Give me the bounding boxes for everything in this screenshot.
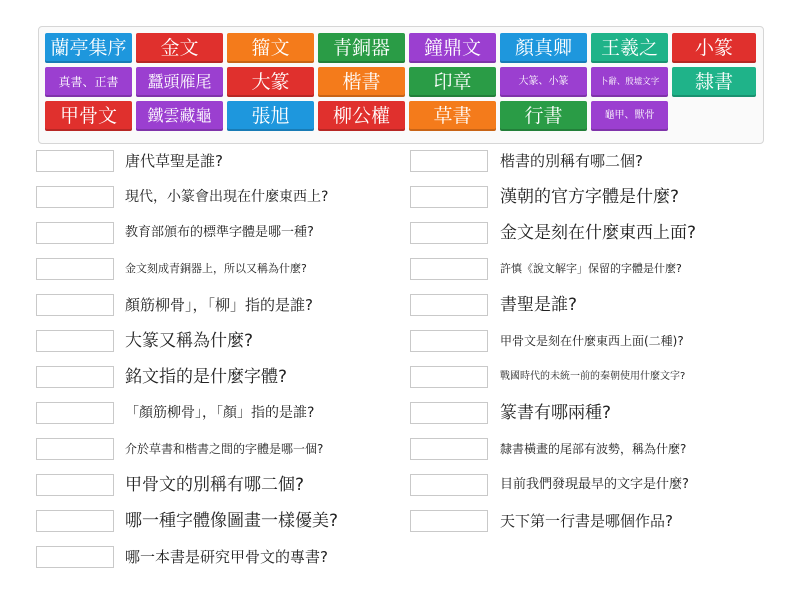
- tile-lanting-jixu[interactable]: 蘭亭集序: [45, 33, 132, 63]
- answer-slot[interactable]: [36, 150, 114, 172]
- tile-buci-yinxu[interactable]: 卜辭、殷墟文字: [591, 67, 668, 97]
- answer-slot[interactable]: [36, 258, 114, 280]
- tile-guijia-shougu[interactable]: 龜甲、獸骨: [591, 101, 668, 131]
- question-label: 楷書的別稱有哪二個?: [500, 152, 643, 170]
- tile-wang-xizhi[interactable]: 王羲之: [591, 33, 668, 63]
- question-label: 金文是刻在什麼東西上面?: [500, 223, 697, 243]
- answer-slot[interactable]: [36, 294, 114, 316]
- question-label: 漢朝的官方字體是什麼?: [500, 187, 680, 207]
- tile-lishu[interactable]: 隸書: [672, 67, 756, 97]
- tile-zhongdingwen[interactable]: 鐘鼎文: [409, 33, 496, 63]
- question-label: 金文刻成青銅器上，所以又稱為什麼?: [125, 262, 307, 275]
- tile-zhenshu-zhengshu[interactable]: 真書、正書: [45, 67, 132, 97]
- answer-slot[interactable]: [36, 186, 114, 208]
- answer-slot[interactable]: [410, 402, 488, 424]
- answer-slot[interactable]: [410, 438, 488, 460]
- tile-tieyun-canggui[interactable]: 鐵雲藏龜: [136, 101, 223, 131]
- tile-zhang-xu[interactable]: 張旭: [227, 101, 314, 131]
- answer-slot[interactable]: [410, 150, 488, 172]
- question-label: 隸書橫畫的尾部有波勢，稱為什麼?: [500, 442, 687, 456]
- tile-jinwen[interactable]: 金文: [136, 33, 223, 63]
- answer-slot[interactable]: [410, 474, 488, 496]
- tile-caoshu[interactable]: 草書: [409, 101, 496, 131]
- tile-cantou-yanwei[interactable]: 蠶頭雁尾: [136, 67, 223, 97]
- question-label: 顏筋柳骨」，「柳」指的是誰?: [125, 296, 313, 314]
- answer-slot[interactable]: [36, 222, 114, 244]
- tile-yinzhang[interactable]: 印章: [409, 67, 496, 97]
- tile-qingtongqi[interactable]: 青銅器: [318, 33, 405, 63]
- tile-jiaguwen[interactable]: 甲骨文: [45, 101, 132, 131]
- answer-slot[interactable]: [410, 510, 488, 532]
- question-label: 教育部頒布的標準字體是哪一種?: [125, 225, 314, 240]
- question-label: 甲骨文是刻在什麼東西上面(二種)?: [500, 334, 684, 348]
- question-label: 甲骨文的別稱有哪二個?: [125, 475, 305, 495]
- question-label: 介於草書和楷書之間的字體是哪一個?: [125, 442, 324, 456]
- tile-bank: [38, 26, 764, 144]
- question-label: 篆書有哪兩種?: [500, 403, 612, 423]
- answer-slot[interactable]: [36, 366, 114, 388]
- answer-slot[interactable]: [410, 258, 488, 280]
- answer-slot[interactable]: [36, 510, 114, 532]
- answer-slot[interactable]: [410, 366, 488, 388]
- answer-slot[interactable]: [410, 222, 488, 244]
- tile-dazhuan-xiaozhuan[interactable]: 大篆、小篆: [500, 67, 587, 97]
- tile-kaishu[interactable]: 楷書: [318, 67, 405, 97]
- question-label: 許慎《說文解字」保留的字體是什麼?: [500, 262, 682, 275]
- tile-xiaozhuan[interactable]: 小篆: [672, 33, 756, 63]
- answer-slot[interactable]: [410, 186, 488, 208]
- question-label: 天下第一行書是哪個作品?: [500, 512, 673, 530]
- tile-xingshu[interactable]: 行書: [500, 101, 587, 131]
- answer-slot[interactable]: [36, 402, 114, 424]
- question-label: 哪一本書是研究甲骨文的專書?: [125, 548, 328, 566]
- question-label: 戰國時代的未統一前的秦朝使用什麼文字?: [500, 371, 686, 382]
- tile-yan-zhenqing[interactable]: 顏真卿: [500, 33, 587, 63]
- question-label: 哪一種字體像圖畫一樣優美?: [125, 511, 339, 531]
- question-label: 銘文指的是什麼字體?: [125, 367, 288, 387]
- question-label: 目前我們發現最早的文字是什麼?: [500, 477, 689, 492]
- answer-slot[interactable]: [36, 474, 114, 496]
- tile-dazhuan[interactable]: 大篆: [227, 67, 314, 97]
- question-label: 現代，小篆會出現在什麼東西上?: [125, 189, 329, 205]
- tile-liu-gongquan[interactable]: 柳公權: [318, 101, 405, 131]
- answer-slot[interactable]: [36, 330, 114, 352]
- question-label: 大篆又稱為什麼?: [125, 331, 254, 351]
- tile-zhouwen[interactable]: 籀文: [227, 33, 314, 63]
- question-label: 書聖是誰?: [500, 295, 578, 315]
- answer-slot[interactable]: [36, 438, 114, 460]
- question-label: 「顏筋柳骨」，「顏」指的是誰?: [125, 405, 315, 421]
- question-label: 唐代草聖是誰?: [125, 152, 223, 170]
- answer-slot[interactable]: [410, 294, 488, 316]
- answer-slot[interactable]: [36, 546, 114, 568]
- answer-slot[interactable]: [410, 330, 488, 352]
